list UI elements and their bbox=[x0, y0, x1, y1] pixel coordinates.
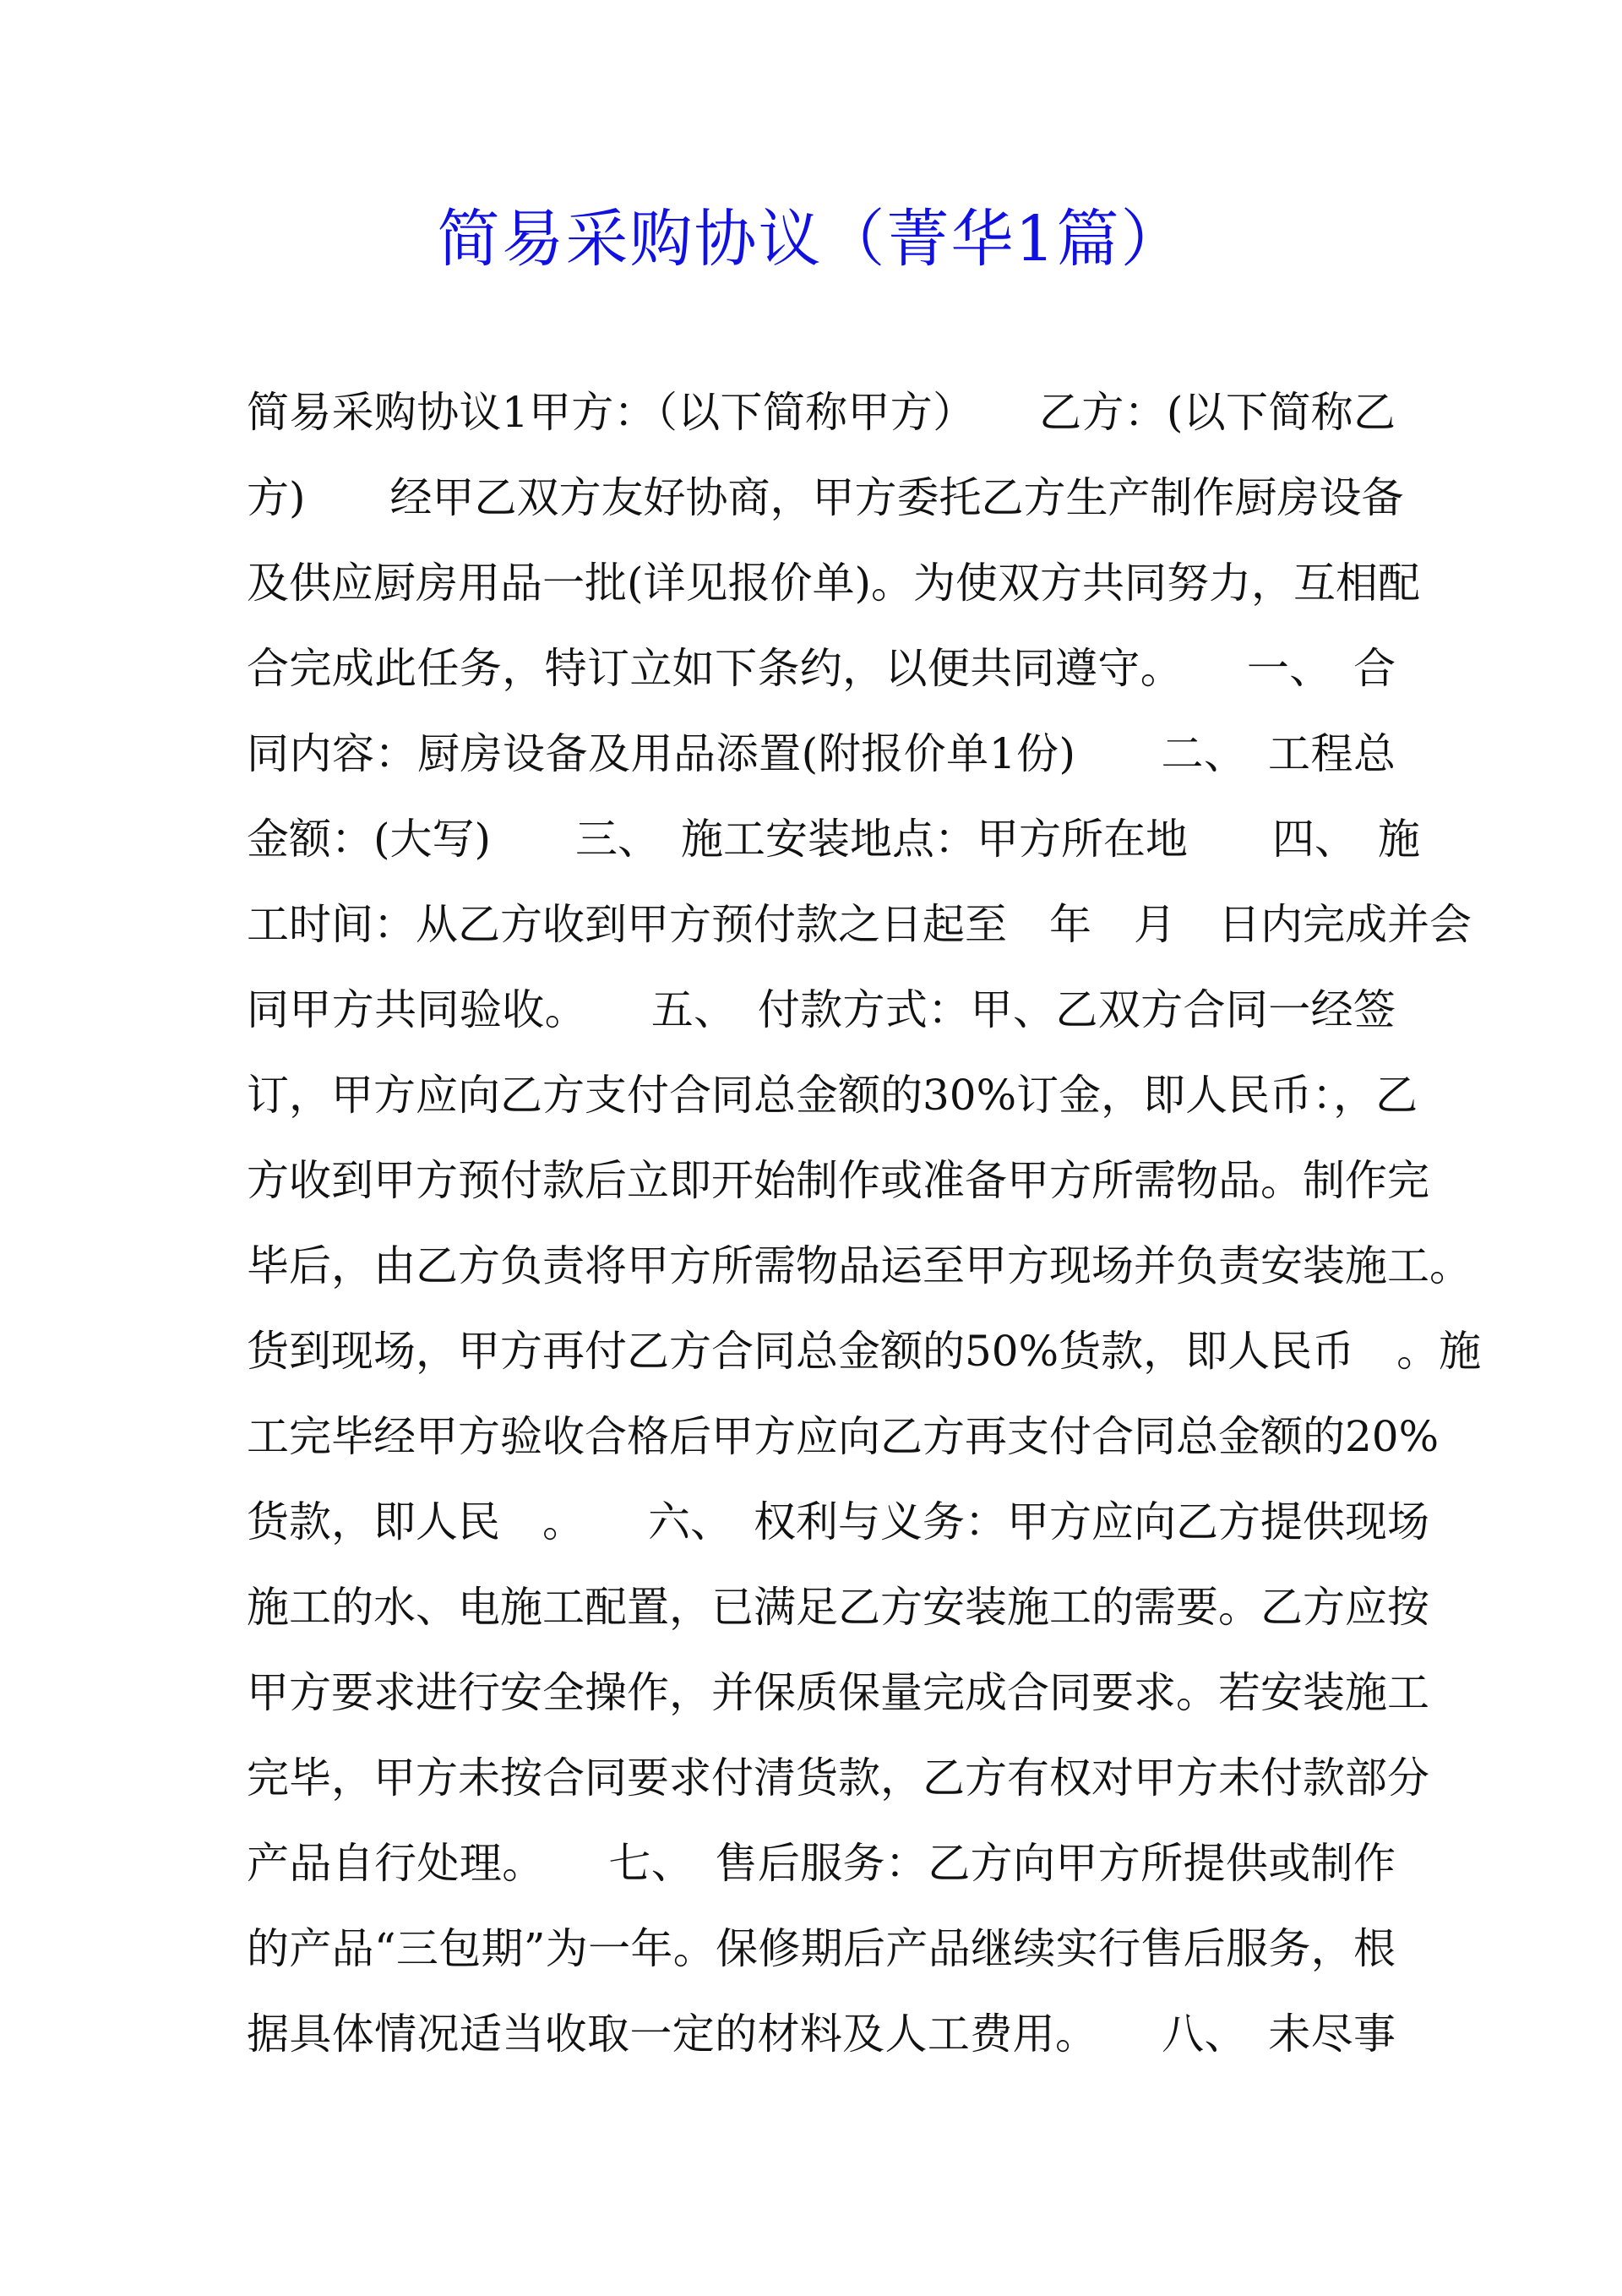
body-line: 同内容：厨房设备及用品添置(附报价单1份) 二、 工程总 bbox=[247, 729, 1396, 778]
body-line: 完毕，甲方未按合同要求付清货款，乙方有权对甲方未付款部分 bbox=[247, 1753, 1429, 1802]
body-line: 金额：(大写) 三、 施工安装地点：甲方所在地 四、 施 bbox=[247, 815, 1421, 864]
body-line: 据具体情况适当收取一定的材料及人工费用。 八、 未尽事 bbox=[247, 2010, 1396, 2059]
body-line: 简易采购协议1甲方：（以下简称甲方） 乙方：(以下简称乙 bbox=[247, 388, 1396, 437]
body-line: 方收到甲方预付款后立即开始制作或准备甲方所需物品。制作完 bbox=[247, 1156, 1429, 1205]
body-line: 同甲方共同验收。 五、 付款方式：甲、乙双方合同一经签 bbox=[247, 985, 1396, 1034]
body-line: 施工的水、电施工配置，已满足乙方安装施工的需要。乙方应按 bbox=[247, 1583, 1429, 1632]
body-line: 产品自行处理。 七、 售后服务：乙方向甲方所提供或制作 bbox=[247, 1839, 1396, 1888]
document-title: 简易采购协议（菁华1篇） bbox=[437, 203, 1185, 275]
body-line: 工完毕经甲方验收合格后甲方应向乙方再支付合同总金额的20% bbox=[247, 1412, 1440, 1461]
body-line: 及供应厨房用品一批(详见报价单)。为使双方共同努力，互相配 bbox=[247, 559, 1421, 608]
body-line: 的产品“三包期”为一年。保修期后产品继续实行售后服务，根 bbox=[247, 1924, 1396, 1973]
body-line: 货款，即人民 。 六、 权利与义务：甲方应向乙方提供现场 bbox=[247, 1497, 1429, 1546]
body-line: 甲方要求进行安全操作，并保质保量完成合同要求。若安装施工 bbox=[247, 1668, 1429, 1717]
body-line: 合完成此任务，特订立如下条约，以便共同遵守。 一、 合 bbox=[247, 644, 1396, 693]
body-line: 毕后，由乙方负责将甲方所需物品运至甲方现场并负责安装施工。 bbox=[247, 1241, 1472, 1290]
body-line: 工时间：从乙方收到甲方预付款之日起至 年 月 日内完成并会 bbox=[247, 900, 1472, 949]
body-line: 订，甲方应向乙方支付合同总金额的30%订金，即人民币：，乙 bbox=[247, 1071, 1418, 1120]
body-line: 货到现场，甲方再付乙方合同总金额的50%货款，即人民币 。施 bbox=[247, 1327, 1482, 1376]
document-body bbox=[247, 370, 1482, 2077]
body-line: 方) 经甲乙双方友好协商，甲方委托乙方生产制作厨房设备 bbox=[247, 473, 1404, 522]
